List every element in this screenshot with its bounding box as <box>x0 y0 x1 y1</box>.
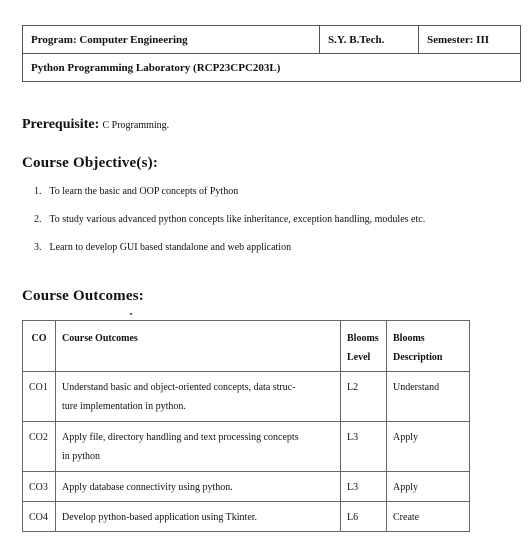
column-header-desc-line2: Description <box>393 352 443 363</box>
description-cell: Apply <box>387 472 470 502</box>
co-cell: CO2 <box>23 422 56 472</box>
outcome-cell: Develop python-based application using Tkinter. <box>56 502 341 532</box>
outcome-cell: Apply database connectivity using python. <box>56 472 341 502</box>
table-row <box>23 502 470 532</box>
course-header-table <box>22 25 521 82</box>
prerequisite-label: Prerequisite: <box>22 117 100 132</box>
table-row <box>23 372 470 422</box>
table-header-row <box>23 321 470 372</box>
column-header-co: CO <box>23 321 56 372</box>
header-row <box>23 26 521 54</box>
description-cell: Understand <box>387 372 470 422</box>
co-cell: CO4 <box>23 502 56 532</box>
co-cell: CO1 <box>23 372 56 422</box>
objectives-list <box>34 186 425 270</box>
outcome-line: in python <box>62 451 101 462</box>
column-header-level <box>341 321 387 372</box>
column-header-level-line1: Blooms <box>347 333 379 344</box>
column-header-desc-line1: Blooms <box>393 333 425 344</box>
level-cell: L3 <box>341 472 387 502</box>
list-item-number: 1. <box>34 186 42 197</box>
outcome-line: ture implementation in python. <box>62 401 186 412</box>
semester-cell: Semester: III <box>419 26 521 54</box>
table-row <box>23 422 470 472</box>
level-cell: L2 <box>341 372 387 422</box>
year-cell: S.Y. B.Tech. <box>320 26 419 54</box>
list-item-text: To learn the basic and OOP concepts of Python <box>49 186 239 197</box>
outcome-cell <box>56 422 341 472</box>
list-item <box>34 214 425 242</box>
level-cell: L6 <box>341 502 387 532</box>
description-cell: Apply <box>387 422 470 472</box>
table-row <box>23 472 470 502</box>
list-item <box>34 186 425 214</box>
header-row <box>23 54 521 82</box>
stray-dot <box>130 313 132 315</box>
column-header-outcome: Course Outcomes <box>56 321 341 372</box>
list-item <box>34 242 425 270</box>
co-cell: CO3 <box>23 472 56 502</box>
column-header-level-line2: Level <box>347 352 371 363</box>
course-outcomes-table <box>22 320 470 532</box>
outcome-line: Apply file, directory handling and text processing concepts <box>62 432 299 443</box>
course-name-cell: Python Programming Laboratory (RCP23CPC203L) <box>23 54 521 82</box>
level-cell: L3 <box>341 422 387 472</box>
objectives-heading: Course Objective(s): <box>22 155 159 171</box>
outcome-cell <box>56 372 341 422</box>
outcomes-heading: Course Outcomes: <box>22 288 144 304</box>
program-cell: Program: Computer Engineering <box>23 26 320 54</box>
prerequisite-value: C Programming. <box>102 120 170 131</box>
prerequisite-line <box>22 116 169 133</box>
list-item-number: 2. <box>34 214 42 225</box>
column-header-description <box>387 321 470 372</box>
list-item-text: Learn to develop GUI based standalone and web application <box>49 242 292 253</box>
outcome-line: Understand basic and object-oriented concepts, data struc- <box>62 382 296 393</box>
list-item-text: To study various advanced python concepts like inheritance, exception handling, modules etc. <box>49 214 426 225</box>
list-item-number: 3. <box>34 242 42 253</box>
description-cell: Create <box>387 502 470 532</box>
